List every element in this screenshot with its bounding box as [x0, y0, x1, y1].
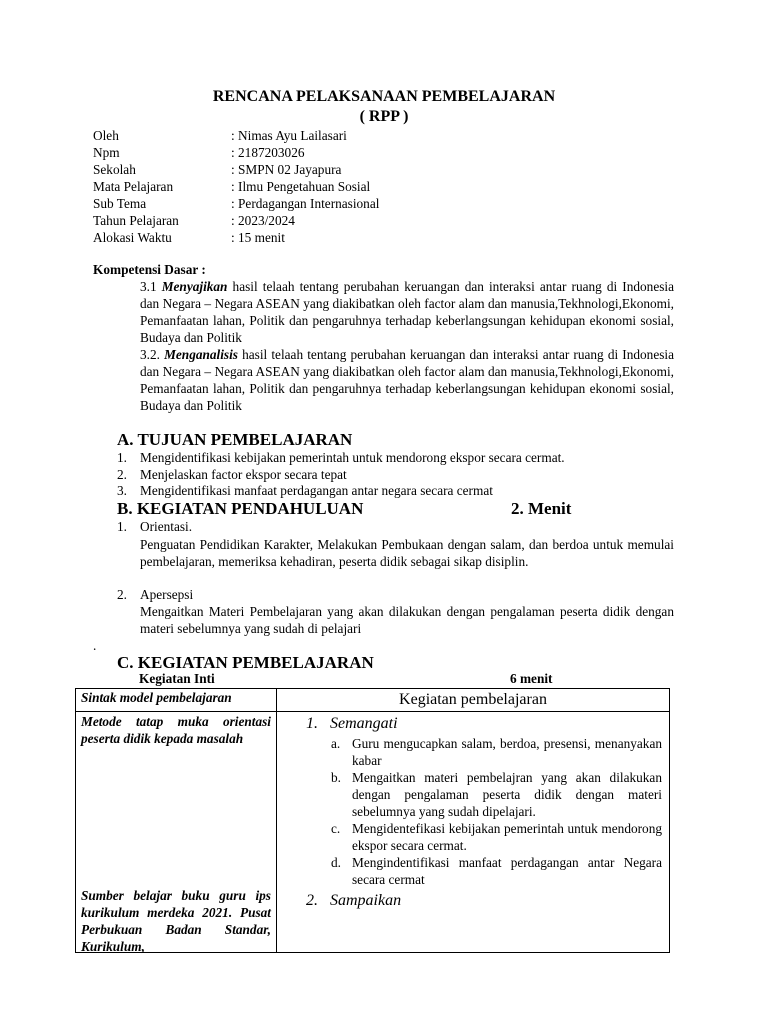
- info-row: [93, 161, 379, 178]
- info-label: Sekolah: [93, 162, 136, 177]
- info-row: [93, 178, 379, 195]
- table-header-kegiatan: Kegiatan pembelajaran: [277, 689, 670, 712]
- info-row: [93, 229, 379, 246]
- kd-text: hasil telaah tentang perubahan keruangan dan interaksi antar ruang di Indonesia dan Negara – Negara ASEAN yang diakibatkan oleh factor alam dan manusia,Tekhnologi,Ekonomi, Pemanfaatan lahan, Politik dan pengaruhnya terhadap keberlangsungan kehidupan ekonomi sosial, Budaya dan Politik: [140, 347, 674, 413]
- pendahuluan-item-1: [117, 519, 677, 536]
- step-subitem: [282, 735, 664, 769]
- step-number: 1.: [306, 715, 318, 732]
- step-subitem: [282, 854, 664, 888]
- info-value: : 15 menit: [231, 230, 285, 245]
- kegiatan-cell: [277, 712, 670, 953]
- sumber-belajar-text: Sumber belajar buku guru ips kurikulum merdeka 2021. Pusat Perbukuan Badan Standar, Kurikulum,: [81, 888, 271, 954]
- subitem-letter: d.: [331, 855, 341, 870]
- kegiatan-inti-label: Kegiatan Inti: [139, 671, 215, 686]
- info-label: Alokasi Waktu: [93, 230, 172, 245]
- list-number: 1.: [117, 519, 127, 534]
- sintak-cell: [76, 712, 277, 953]
- subitem-text: Mengaitkan materi pembelajran yang akan dilakukan dengan pengalaman peserta didik dengan materi sebelumnya yang sudah dipelajari.: [352, 770, 662, 819]
- kompetensi-label: Kompetensi Dasar :: [93, 262, 206, 277]
- info-label: Oleh: [93, 128, 119, 143]
- list-text: Mengidentifikasi manfaat perdagangan antar negara secara cermat: [140, 483, 493, 498]
- table-header-row: [76, 689, 670, 712]
- apersepsi-text: Mengaitkan Materi Pembelajaran yang akan dilakukan dengan pengalaman peserta didik dengan materi sebelumnya yang sudah di pelajari: [140, 604, 674, 636]
- section-a-heading: A. TUJUAN PEMBELAJARAN: [117, 430, 353, 449]
- section-b-time: 2. Menit: [511, 499, 572, 518]
- document-title: RENCANA PELAKSANAAN PEMBELAJARAN: [212, 88, 556, 105]
- stray-dot: .: [93, 638, 97, 653]
- step-title: Semangati: [330, 715, 398, 732]
- info-value: : 2187203026: [231, 145, 305, 160]
- step-heading: [282, 891, 664, 911]
- info-value: : SMPN 02 Jayapura: [231, 162, 342, 177]
- list-item: [117, 467, 677, 484]
- table-row: [76, 712, 670, 953]
- subitem-letter: a.: [331, 736, 341, 751]
- list-item: [117, 587, 677, 604]
- info-row: [93, 212, 379, 229]
- info-row: [93, 195, 379, 212]
- info-row: [93, 127, 379, 144]
- list-number: 1.: [117, 450, 127, 465]
- document-subtitle: ( RPP ): [359, 108, 409, 125]
- list-item: [117, 450, 677, 467]
- list-text: Mengidentifikasi kebijakan pemerintah untuk mendorong ekspor secara cermat.: [140, 450, 565, 465]
- kompetensi-dasar-2: [140, 346, 674, 414]
- table-header-sintak: Sintak model pembelajaran: [76, 689, 277, 712]
- list-text: Menjelaskan factor ekspor secara tepat: [140, 466, 347, 482]
- kegiatan-table: [75, 688, 670, 953]
- pendahuluan-item-2: [117, 587, 677, 604]
- info-row: [93, 144, 379, 161]
- step-subitem: [282, 820, 664, 854]
- kd-number: 3.2.: [140, 347, 165, 362]
- list-item: [117, 483, 677, 500]
- list-item: [117, 519, 677, 536]
- info-value: : Perdagangan Internasional: [231, 196, 380, 211]
- kd-verb: Menganalisis: [164, 347, 238, 362]
- list-number: 3.: [117, 483, 127, 498]
- step-heading: [282, 714, 664, 734]
- list-title: Apersepsi: [140, 587, 194, 602]
- list-title: Orientasi.: [140, 519, 193, 534]
- info-label: Mata Pelajaran: [93, 179, 174, 194]
- step-title: Sampaikan: [330, 892, 402, 909]
- subitem-letter: b.: [331, 770, 341, 785]
- subitem-text: Mengidentefikasi kebijakan pemerintah untuk mendorong ekspor secara cermat.: [352, 821, 662, 853]
- list-number: 2.: [117, 587, 127, 602]
- kegiatan-inti-time: 6 menit: [510, 671, 553, 686]
- tujuan-list: [117, 450, 677, 500]
- subitem-text: Mengindentifikasi manfaat perdagangan antar Negara secara cermat: [352, 855, 662, 887]
- kd-number: 3.1: [140, 279, 162, 294]
- info-label: Npm: [93, 145, 120, 160]
- info-value: : 2023/2024: [231, 213, 295, 228]
- orientasi-text: Penguatan Pendidikan Karakter, Melakukan Pembukaan dengan salam, dan berdoa untuk memulai pembelajaran, memeriksa kehadiran, peserta didik sebagai sikap disiplin.: [140, 537, 674, 569]
- info-value: : Nimas Ayu Lailasari: [231, 128, 347, 143]
- info-label: Tahun Pelajaran: [93, 213, 179, 228]
- info-value: : Ilmu Pengetahuan Sosial: [231, 179, 371, 194]
- kd-verb: Menyajikan: [161, 279, 228, 294]
- section-c-heading: C. KEGIATAN PEMBELAJARAN: [117, 653, 374, 672]
- step-number: 2.: [306, 892, 318, 909]
- step-subitem: [282, 769, 664, 820]
- kd-text: hasil telaah tentang perubahan keruangan dan interaksi antar ruang di Indonesia dan Negara – Negara ASEAN yang diakibatkan oleh factor alam dan manusia,Tekhnologi,Ekonomi, Pemanfaatan lahan, Politik dan pengaruhnya terhadap keberlangsungan kehidupan ekonomi sosial, Budaya dan Politik: [140, 279, 674, 345]
- subitem-text: Guru mengucapkan salam, berdoa, presensi, menanyakan kabar: [352, 736, 662, 768]
- info-label: Sub Tema: [93, 196, 147, 211]
- list-number: 2.: [117, 466, 127, 482]
- subitem-letter: c.: [331, 821, 341, 836]
- info-block: [93, 127, 379, 246]
- section-b-heading: B. KEGIATAN PENDAHULUAN: [117, 499, 364, 518]
- metode-text: Metode tatap muka orientasi peserta didik kepada masalah: [81, 714, 271, 746]
- kompetensi-dasar-1: [140, 278, 674, 346]
